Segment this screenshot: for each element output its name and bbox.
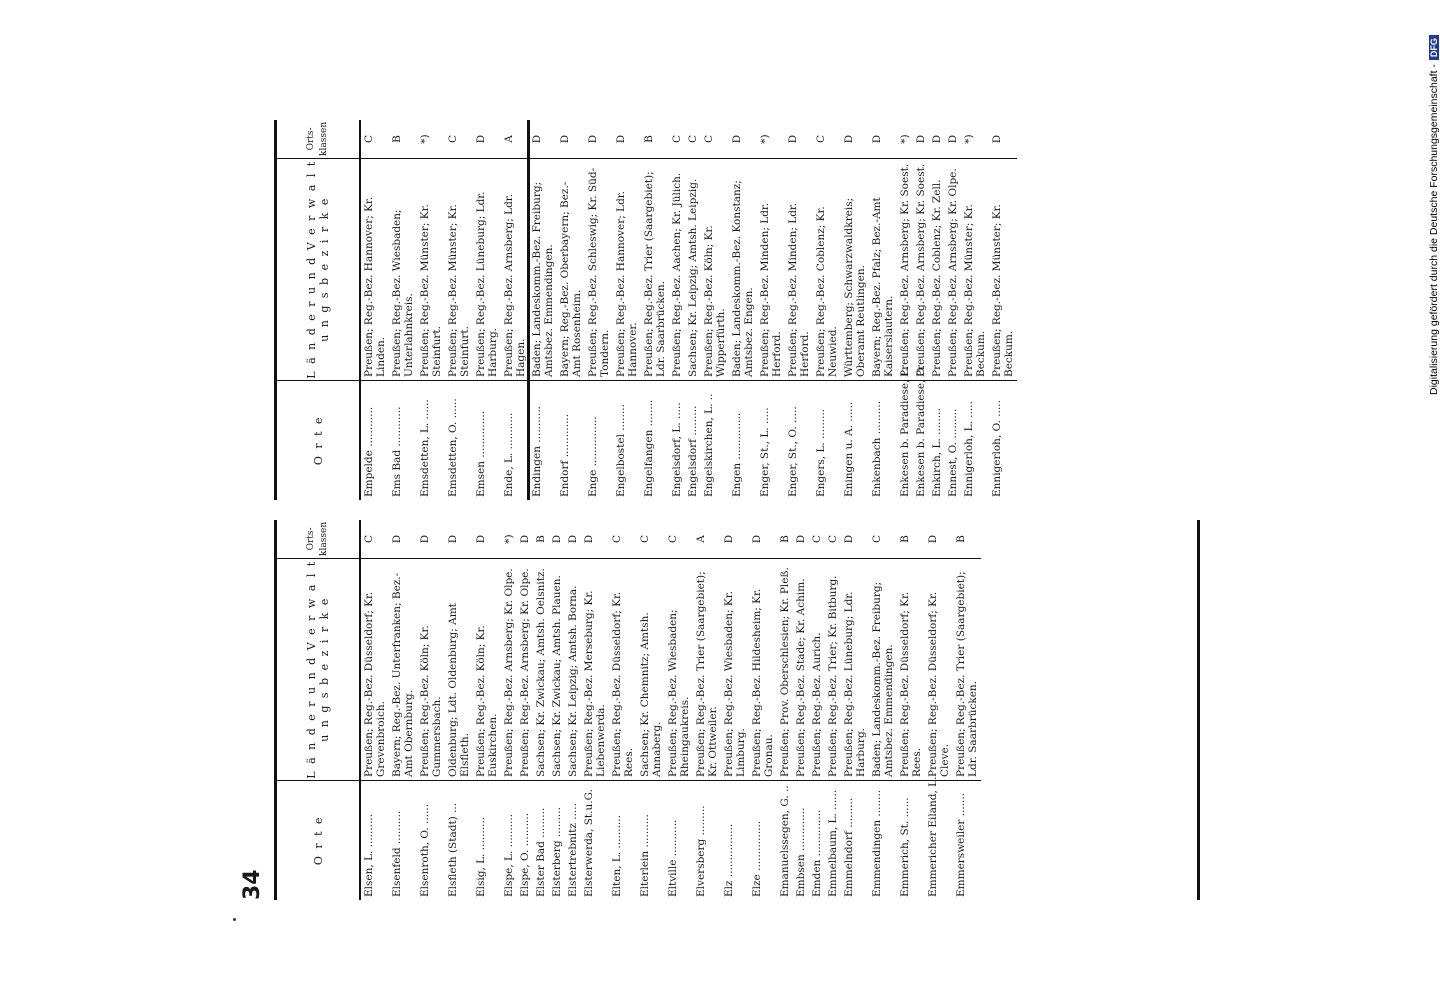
ort-cell: Eltville ...........	[665, 780, 693, 900]
land-cell: Preußen; Reg.-Bez. Köln; Kr. Euskirchen.	[473, 558, 501, 780]
ortsklasse-cell: D	[587, 134, 599, 144]
table-row	[961, 120, 989, 500]
ort-cell: Elsenfeld ..........	[389, 780, 417, 900]
land-cell: Oldenburg; Ldt. Oldenburg; Amt Elsfleth.	[445, 558, 473, 780]
ort-cell: Emsdetten, O. ......	[445, 380, 473, 500]
page-number: 34	[240, 869, 265, 900]
table-header	[277, 520, 361, 900]
land-cell: Bayern; Reg.-Bez. Oberbayern; Bez.-Amt Rosenheim.	[557, 158, 585, 380]
ort-cell: Ems Bad ............	[389, 380, 417, 500]
table-row	[417, 120, 445, 500]
ort-cell: Elspe, L. ..........	[501, 780, 517, 900]
ort-cell: Ende, L. ...........	[501, 380, 529, 500]
table-row	[361, 120, 389, 500]
land-cell: Preußen; Reg.-Bez. Arnsberg; Kr. Olpe.	[501, 558, 517, 780]
table-header	[277, 120, 361, 500]
table-row	[929, 120, 945, 500]
land-cell: Preußen; Reg.-Bez. Aachen; Kr. Jülich.	[669, 158, 685, 380]
ortsklasse-cell: D	[475, 134, 487, 144]
land-cell: Preußen; Reg.-Bez. Lüneburg; Ldr. Harburg.	[841, 558, 869, 780]
table-row	[445, 120, 473, 500]
table-row	[869, 120, 897, 500]
ortsklasse-cell: D	[991, 134, 1003, 144]
table-row	[813, 120, 841, 500]
land-cell: Preußen; Reg.-Bez. Merseburg; Kr. Liebenwerda.	[581, 558, 609, 780]
table-right	[274, 120, 1015, 500]
land-cell: Preußen; Reg.-Bez. Düsseldorf; Kr. Rees.	[609, 558, 637, 780]
table-row	[417, 520, 445, 900]
ort-cell: Emmendingen ........	[869, 780, 897, 900]
ortsklasse-cell: D	[519, 534, 531, 544]
ortsklasse-cell: D	[475, 534, 487, 544]
ortsklasse-cell: C	[363, 134, 375, 144]
ortsklasse-cell: D	[871, 134, 883, 144]
credit-text	[1428, 35, 1440, 395]
ort-cell: Elsfleth (Stadt) ...	[445, 780, 473, 900]
ort-cell: Elster Bad .........	[533, 780, 549, 900]
table-row	[757, 120, 785, 500]
ort-cell: Elsig, L. ..........	[473, 780, 501, 900]
land-cell: Preußen; Reg.-Bez. Schleswig; Kr. Süd-Tondern.	[585, 158, 613, 380]
ortsklasse-cell: D	[447, 534, 459, 544]
table-row	[841, 520, 869, 900]
table-row	[869, 520, 897, 900]
ortsklasse-cell: C	[671, 134, 683, 144]
land-cell: Preußen; Reg.-Bez. Stade; Kr. Achim.	[793, 558, 809, 780]
land-cell: Preußen; Reg.-Bez. Coblenz; Kr. Neuwied.	[813, 158, 841, 380]
land-cell: Preußen; Reg.-Bez. Minden; Ldr. Herford.	[785, 158, 813, 380]
ortsklasse-cell: D	[551, 534, 563, 544]
table-row	[517, 520, 533, 900]
table-row	[897, 120, 913, 500]
credit-label: Digitalisierung gefördert durch die Deutsche Forschungsgemeinschaft -	[1428, 64, 1440, 395]
land-cell: Preußen; Reg.-Bez. Münster; Kr. Beckum.	[989, 158, 1017, 380]
speck-dot	[233, 918, 236, 921]
table-row	[609, 520, 637, 900]
ortsklasse-cell: D	[795, 534, 807, 544]
table-left	[274, 520, 1200, 900]
land-cell: Preußen; Reg.-Bez. Lüneburg; Ldr. Harburg.	[473, 158, 501, 380]
table-row	[501, 520, 517, 900]
ort-cell: Engen ..............	[729, 380, 757, 500]
ortsklasse-cell: D	[915, 134, 927, 144]
land-cell: Preußen; Reg.-Bez. Arnsberg; Ldr. Hagen.	[501, 158, 529, 380]
ort-cell: Emmelndorf .........	[841, 780, 869, 900]
land-cell: Preußen; Reg.-Bez. Trier (Saargebiet); Ldr. Saarbrücken.	[641, 158, 669, 380]
table-row	[581, 520, 609, 900]
table-row	[749, 520, 777, 900]
table-row	[913, 120, 929, 500]
table-row	[665, 520, 693, 900]
table-row	[897, 520, 925, 900]
ortsklasse-cell: C	[815, 134, 827, 144]
header-ortsklassen: Orts-klassen	[306, 121, 329, 156]
land-cell: Preußen; Reg.-Bez. Coblenz; Kr. Zell.	[929, 158, 945, 380]
ortsklasse-cell: D	[947, 134, 959, 144]
land-cell: Sachsen; Kr. Zwickau; Amtsh. Plauen.	[549, 558, 565, 780]
table-row	[473, 520, 501, 900]
ortsklasse-cell: D	[843, 534, 855, 544]
ortsklasse-cell: C	[687, 134, 699, 144]
ort-cell: Emmerich, St. ......	[897, 780, 925, 900]
ort-cell: Enkesen b. Paradiese, O.	[913, 380, 929, 500]
ort-cell: Enger, St., O. .....	[785, 380, 813, 500]
ortsklasse-cell: C	[611, 534, 623, 544]
table-row	[389, 120, 417, 500]
land-cell: Preußen; Reg.-Bez. Düsseldorf; Kr. Grevenbroich.	[361, 558, 389, 780]
ortsklasse-cell: D	[531, 134, 543, 144]
table-row	[989, 120, 1017, 500]
ort-cell: Engelbostel ........	[613, 380, 641, 500]
land-cell: Preußen; Reg.-Bez. Minden; Ldr. Herford.	[757, 158, 785, 380]
ortsklasse-cell: D	[927, 534, 939, 544]
land-cell: Bayern; Reg.-Bez. Pfalz; Bez.-Amt Kaiserslautern.	[869, 158, 897, 380]
land-cell: Preußen; Reg.-Bez. Arnsberg; Kr. Olpe.	[517, 558, 533, 780]
ortsklasse-cell: D	[615, 134, 627, 144]
ort-cell: Ennest, O. .........	[945, 380, 961, 500]
table-row	[533, 520, 549, 900]
table-row	[729, 120, 757, 500]
dfg-logo: DFG	[1429, 35, 1439, 60]
ortsklasse-cell: B	[643, 135, 655, 143]
ortsklasse-cell: A	[695, 535, 707, 543]
ort-cell: Elversberg .........	[693, 780, 721, 900]
table-row	[549, 520, 565, 900]
land-cell: Preußen; Reg.-Bez. Münster; Kr. Steinfurt.	[445, 158, 473, 380]
ortsklasse-cell: C	[811, 534, 823, 544]
land-cell: Preußen; Reg.-Bez. Arnsberg; Kr. Soest.	[897, 158, 913, 380]
ortsklasse-cell: D	[787, 134, 799, 144]
header-laender: L ä n d e r u n d V e r w a l t u n g s b e z i r k e	[277, 558, 359, 780]
ort-cell: Elsterwerda, St.u.G.	[581, 780, 609, 900]
land-cell: Preußen; Reg.-Bez. Wiesbaden; Unterlahnkreis.	[389, 158, 417, 380]
land-cell: Preußen; Reg.-Bez. Trier (Saargebiet); Kr. Ottweiler.	[693, 558, 721, 780]
ortsklasse-cell: B	[535, 535, 547, 543]
ort-cell: Engelskirchen, L. ..	[701, 380, 729, 500]
ortsklasse-cell: D	[559, 134, 571, 144]
land-cell: Preußen; Reg.-Bez. Münster; Kr. Steinfurt.	[417, 158, 445, 380]
ortsklasse-cell: *)	[963, 134, 975, 144]
header-orte: O r t e	[277, 380, 359, 500]
land-cell: Preußen; Reg.-Bez. Münster; Kr. Beckum.	[961, 158, 989, 380]
table-row	[445, 520, 473, 900]
land-cell: Preußen; Reg.-Bez. Aurich.	[809, 558, 825, 780]
table-row	[637, 520, 665, 900]
ort-cell: Ennigerloh, L. .....	[961, 380, 989, 500]
ortsklasse-cell: D	[723, 534, 735, 544]
sidebar-credit	[1410, 10, 1440, 410]
ortsklasse-cell: D	[751, 534, 763, 544]
ort-cell: Elsterberg .........	[549, 780, 565, 900]
land-cell: Bayern; Reg.-Bez. Unterfranken; Bez.-Amt Obernburg.	[389, 558, 417, 780]
land-cell: Preußen; Reg.-Bez. Köln; Kr. Gummersbach.	[417, 558, 445, 780]
land-cell: Preußen; Reg.-Bez. Wiesbaden; Rheingaukreis.	[665, 558, 693, 780]
ort-cell: Emden ..............	[809, 780, 825, 900]
ortsklasse-cell: D	[583, 534, 595, 544]
header-orte: O r t e	[277, 780, 359, 900]
ort-cell: Engelfangen ........	[641, 380, 669, 500]
ortsklasse-cell: C	[363, 534, 375, 544]
table-row	[701, 120, 729, 500]
ort-cell: Engelsdorf .........	[685, 380, 701, 500]
ortsklasse-cell: *)	[899, 134, 911, 144]
ort-cell: Elsenroth, O. ......	[417, 780, 445, 900]
table-row	[925, 520, 953, 900]
land-cell: Preußen; Reg.-Bez. Arnsberg; Kr. Soest.	[913, 158, 929, 380]
land-cell: Preußen; Reg.-Bez. Hannover; Ldr. Hannover.	[613, 158, 641, 380]
ortsklasse-cell: A	[503, 135, 515, 143]
land-cell: Sachsen; Kr. Leipzig; Amtsh. Borna.	[565, 558, 581, 780]
ortsklasse-cell: *)	[419, 134, 431, 144]
land-cell: Preußen; Reg.-Bez. Düsseldorf; Kr. Cleve.	[925, 558, 953, 780]
ortsklasse-cell: B	[391, 135, 403, 143]
table-row	[585, 120, 613, 500]
land-cell: Preußen; Prov. Oberschlesien; Kr. Pleß.	[777, 558, 793, 780]
ortsklasse-cell: D	[567, 534, 579, 544]
table-row	[641, 120, 669, 500]
table-row	[825, 520, 841, 900]
ortsklasse-cell: B	[779, 535, 791, 543]
land-cell: Preußen; Reg.-Bez. Düsseldorf; Kr. Rees.	[897, 558, 925, 780]
ortsklasse-cell: D	[931, 134, 943, 144]
ort-cell: Ennigerloh, O. .....	[989, 380, 1017, 500]
ortsklasse-cell: C	[447, 134, 459, 144]
table-row	[721, 520, 749, 900]
land-cell: Preußen; Reg.-Bez. Trier (Saargebiet); Ldr. Saarbrücken.	[953, 558, 981, 780]
land-cell: Sachsen; Kr. Leipzig; Amtsh. Leipzig.	[685, 158, 701, 380]
ort-cell: Engelsdorf, L. .....	[669, 380, 685, 500]
ortsklasse-cell: B	[899, 535, 911, 543]
ortsklasse-cell: C	[871, 534, 883, 544]
rows-right	[361, 120, 1017, 500]
land-cell: Baden; Landeskomm.-Bez. Freiburg; Amtsbez. Emmendingen.	[869, 558, 897, 780]
ortsklasse-cell: *)	[503, 534, 515, 544]
ort-cell: Emanuelssegen, G. ..	[777, 780, 793, 900]
table-row	[693, 520, 721, 900]
ortsklasse-cell: C	[703, 134, 715, 144]
land-cell: Sachsen; Kr. Zwickau; Amtsh. Oelsnitz.	[533, 558, 549, 780]
header-ortsklassen: Orts-klassen	[306, 521, 329, 556]
table-row	[529, 120, 557, 500]
table-row	[361, 520, 389, 900]
ort-cell: Emsen ..............	[473, 380, 501, 500]
ort-cell: Elten, L. ..........	[609, 780, 637, 900]
ort-cell: Eningen u. A. ......	[841, 380, 869, 500]
land-cell: Sachsen; Kr. Chemnitz; Amtsh. Annaberg.	[637, 558, 665, 780]
table-row	[945, 120, 961, 500]
ortsklasse-cell: B	[955, 535, 967, 543]
table-row	[809, 520, 825, 900]
ort-cell: Elstertrebnitz .....	[565, 780, 581, 900]
ort-cell: Elze ...............	[749, 780, 777, 900]
ortsklasse-cell: *)	[759, 134, 771, 144]
land-cell: Baden; Landeskomm.-Bez. Freiburg; Amtsbez. Emmendingen.	[529, 158, 557, 380]
ort-cell: Empelde ............	[361, 380, 389, 500]
table-row	[785, 120, 813, 500]
land-cell: Preußen; Reg.-Bez. Arnsberg; Kr. Olpe.	[945, 158, 961, 380]
land-cell: Württemberg; Schwarzwaldkreis; Oberamt Reutlingen.	[841, 158, 869, 380]
header-laender: L ä n d e r u n d V e r w a l t u n g s b e z i r k e	[277, 158, 359, 380]
ort-cell: Emmelbaum, L. ......	[825, 780, 841, 900]
table-row	[613, 120, 641, 500]
ort-cell: Enger, St., L. .....	[757, 380, 785, 500]
table-row	[389, 520, 417, 900]
table-row	[841, 120, 869, 500]
ortsklasse-cell: C	[667, 534, 679, 544]
ort-cell: Enkesen b. Paradiese, L.	[897, 380, 913, 500]
ortsklasse-cell: D	[391, 534, 403, 544]
land-cell: Preußen; Reg.-Bez. Trier; Kr. Bitburg.	[825, 558, 841, 780]
land-cell: Preußen; Reg.-Bez. Hildesheim; Kr. Gronau.	[749, 558, 777, 780]
table-row	[501, 120, 529, 500]
ort-cell: Elz ................	[721, 780, 749, 900]
ort-cell: Endorf .............	[557, 380, 585, 500]
ort-cell: Endingen ...........	[529, 380, 557, 500]
land-cell: Preußen; Reg.-Bez. Köln; Kr. Wipperfürth.	[701, 158, 729, 380]
ortsklasse-cell: C	[639, 534, 651, 544]
table-row	[669, 120, 685, 500]
ort-cell: Emsdetten, L. ......	[417, 380, 445, 500]
table-row	[777, 520, 793, 900]
rotated-page	[240, 110, 1180, 900]
table-row	[685, 120, 701, 500]
table-row	[953, 520, 981, 900]
table-row	[473, 120, 501, 500]
ort-cell: Elsen, L. ..........	[361, 780, 389, 900]
land-cell: Preußen; Reg.-Bez. Wiesbaden; Kr. Limburg.	[721, 558, 749, 780]
ort-cell: Elterlein ..........	[637, 780, 665, 900]
ort-cell: Enge ...............	[585, 380, 613, 500]
ortsklasse-cell: C	[827, 534, 839, 544]
ort-cell: Engers, L. .........	[813, 380, 841, 500]
land-cell: Preußen; Reg.-Bez. Hannover; Kr. Linden.	[361, 158, 389, 380]
ort-cell: Enkenbach ..........	[869, 380, 897, 500]
table-row	[557, 120, 585, 500]
ortsklasse-cell: D	[419, 534, 431, 544]
land-cell: Baden; Landeskomm.-Bez. Konstanz; Amtsbez. Engen.	[729, 158, 757, 380]
ortsklasse-cell: D	[731, 134, 743, 144]
ort-cell: Emmericher Eiland, L.	[925, 780, 953, 900]
table-row	[565, 520, 581, 900]
rows-left	[361, 520, 981, 900]
ort-cell: Elspe, O. ..........	[517, 780, 533, 900]
table-row	[793, 520, 809, 900]
ortsklasse-cell: D	[843, 134, 855, 144]
ort-cell: Enkirch, L. ........	[929, 380, 945, 500]
ort-cell: Embsen .............	[793, 780, 809, 900]
ort-cell: Emmersweiler .......	[953, 780, 981, 900]
